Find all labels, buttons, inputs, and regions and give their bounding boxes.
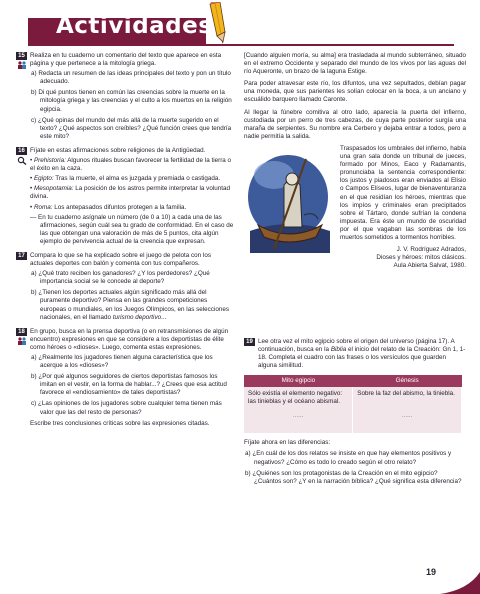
question-b: b) Di qué puntos tienen en común las creencias sobre la muerte en la mitología griega y las creencias y el culto a los muertos en la religión egipcia. [31, 89, 232, 113]
activity-16 [16, 147, 234, 246]
activity-17 [16, 252, 234, 322]
question-b: b) ¿Por qué algunos seguidores de ciertos deportistas famosos los imitan en el vestir, en la forma de hablar...? ¿Crees que esa actitud favorece el «endiosamiento» de tales deportistas? [31, 373, 227, 397]
citation-title: Dioses y héroes: mitos clásicos. [376, 254, 466, 262]
question-a: a) ¿En cuál de los dos relatos se insiste en que hay elementos positivos y negativos? ¿Cómo es todo lo creado según el otro relato? [245, 450, 452, 466]
differences-intro: Fíjate ahora en las diferencias: [244, 439, 331, 447]
table-row [244, 387, 462, 409]
header-rule [206, 44, 454, 46]
activity-19 [244, 338, 466, 489]
activity-text: Realiza en tu cuaderno un comentario del texto que aparece en esta página y que pertenece a la mitología griega. [30, 52, 222, 68]
search-icon [17, 156, 27, 165]
citation-author: J. V. Rodríguez Adrados, [396, 246, 466, 254]
table-cell: ...... [353, 409, 462, 433]
activity-number: 18 [16, 328, 27, 336]
final-instruction: Escribe tres conclusiones críticas sobre las expresiones citadas. [30, 419, 210, 427]
charon-boat-illustration [244, 145, 334, 257]
table-row [244, 409, 462, 433]
activity-number: 15 [16, 52, 27, 60]
activity-19-body [244, 338, 466, 370]
question-b: b) ¿Tienen los deportes actuales algún significado más allá del puramente deportivo? Piensa en las grandes competiciones europeas o mundiales, en los Juegos Olímpicos, en las selecciones nacionales, en el llamado turismo deportivo... [31, 289, 230, 321]
activity-number: 19 [244, 338, 255, 346]
comparison-table [244, 375, 462, 433]
page-title: Actividades [56, 13, 213, 39]
group-work-icon [17, 61, 27, 69]
question-c: c) ¿Qué opinas del mundo del más allá de la muerte sugerido en el texto? ¿Qué aspectos son creíbles? ¿Qué función crees que tendría este mito? [31, 116, 232, 140]
bullet-item: • Mesopotamia: La posición de los astros permite interpretar la voluntad divina. [30, 185, 230, 201]
quote-paragraph: Para poder atravesar este río, los difuntos, una vez sepultados, debían pagar una moneda, que sus parientes les solían colocar en la boca, a un anciano y escuálido barquero llamado Caronte. [244, 80, 466, 104]
activity-text: Lee otra vez el mito egipcio sobre el origen del universo (página 17). A continuación, busca en la Biblia el inicio del relato de la Creación: Gn 1, 1-18. Completa el cuadro con las frases o los versículos que guarden alguna similitud. [258, 338, 466, 370]
table-cell: Sólo existía el elemento negativo: las tinieblas y el océano abismal. [244, 387, 353, 409]
question-a: a) ¿Realmente los jugadores tienen alguna característica que los acerque a los «dioses»? [31, 354, 213, 370]
activity-text: Fíjate en estas afirmaciones sobre religiones de la Antigüedad. [30, 146, 206, 154]
bullet-item: • Egipto: Tras la muerte, el alma es juzgada y premiada o castigada. [30, 175, 221, 183]
question-b: b) ¿Quiénes son los protagonistas de la Creación en el mito egipcio? ¿Cuántos son? ¿Y en la narración bíblica? ¿Qué significa esta diferencia? [245, 469, 462, 485]
activity-15 [16, 52, 234, 141]
table-header: Mito egipcio [244, 375, 353, 387]
activity-text: Compara lo que se ha explicado sobre el juego de pelota con los actuales deportes con balón y comenta con tus compañeros. [30, 251, 211, 268]
activity-18 [16, 328, 234, 428]
activity-text: En grupo, busca en la prensa deportiva (o en retransmisiones de algún encuentro) expresiones en que se considere a los deportistas de élite como héroes o «dioses». Luego, comenta estas expresiones. [30, 327, 229, 351]
table-cell: ...... [244, 409, 353, 433]
activity-number: 17 [16, 252, 27, 260]
page-number: 19 [426, 567, 437, 577]
question-a: a) Redacta un resumen de las ideas principales del texto y pon un título adecuado. [31, 70, 231, 86]
quote-paragraph: [Cuando alguien moría, su alma] era trasladada al mundo subterráneo, situado en el extremo Occidente y separado del mundo de los vivos por las aguas del río Aqueronte, un brazo de la laguna Estige. [244, 52, 466, 76]
activity-number: 16 [16, 147, 27, 155]
pencil-icon [204, 2, 230, 48]
instruction-text: — En tu cuaderno asígnale un número (de 0 a 10) a cada una de las afirmaciones, según cuál sea tu grado de conformidad. En el caso de las que obtengan una valoración de más de 5 puntos, cita algún ejemplo de pervivencia actual de la creencia que expresan. [30, 213, 234, 245]
question-a: a) ¿Qué trato reciben los ganadores? ¿Y los perdedores? ¿Qué importancia social se le concede al deporte? [31, 270, 210, 286]
quoted-text [244, 52, 466, 270]
bullet-item: • Prehistoria: Algunos rituales buscan favorecer la fertilidad de la tierra o el éxito en la caza. [30, 157, 232, 173]
table-header: Génesis [353, 375, 462, 387]
bullet-item: • Roma: Los antepasados difuntos protegen a la familia. [30, 203, 187, 211]
left-column [16, 52, 234, 434]
citation-publisher: Aula Abierta Salvat, 1980. [393, 262, 466, 270]
group-work-icon [17, 337, 27, 345]
quote-paragraph: Al llegar la fúnebre comitiva al otro lado, aparecía la puerta del infierno, custodiada por un perro de tres cabezas, de cuya parte posterior surgía una maraña de serpientes. Su nombre era Cerbero y dejaba entrar a todos, pero a nadie permitía la salida. [244, 108, 466, 140]
quote-paragraph: Traspasados los umbrales del infierno, había una gran sala donde un tribunal de jueces, formado por Minos, Eaco y Radamantis, pronunciaba la sentencia correspondiente: los justos y piadosos eran enviados al Elisio o Campos Elíseos, lugar de bienaventuranza en el que residían los héroes, mientras que los impíos y criminales eran precipitados sobre el Tártaro, donde sufrían la condena impuesta. Era éste un mundo de oscuridad por el que vagaban las sombras de los muertos sometidos a tormentos horribles. [340, 144, 466, 241]
table-cell: Sobre la faz del abismo, la tiniebla. [353, 387, 462, 409]
question-c: c) ¿Las opiniones de los jugadores sobre cualquier tema tienen más valor que las del resto de personas? [31, 400, 222, 416]
corner-decoration [440, 572, 480, 594]
